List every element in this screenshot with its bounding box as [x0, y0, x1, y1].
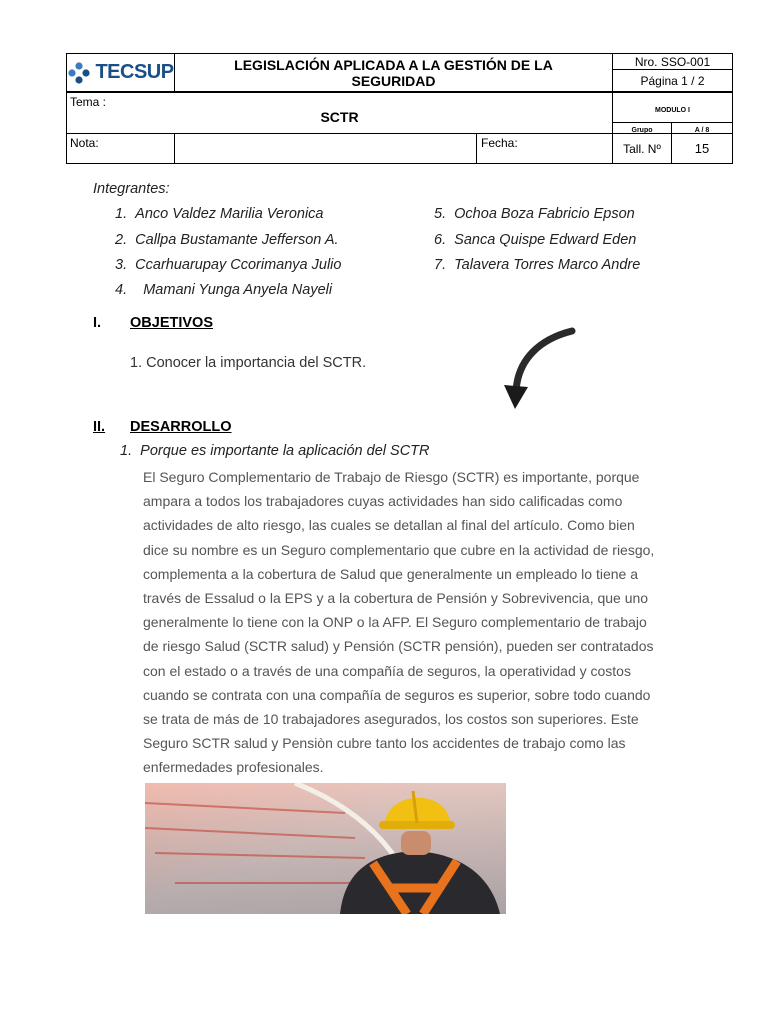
section-heading-desarrollo: DESARROLLO	[130, 419, 232, 435]
tall-label-cell	[612, 133, 672, 164]
member-name: Callpa Bustamante Jefferson A.	[135, 232, 339, 248]
member-name: Ccarhuarupay Ccorimanya Julio	[135, 257, 342, 273]
body-paragraph	[143, 465, 703, 780]
modulo-value: MODULO I	[655, 107, 690, 114]
logo-text: TECSUP	[95, 61, 174, 83]
member-number: 6.	[434, 232, 447, 248]
section-number: I.	[93, 315, 102, 331]
paragraph-line: actividades de alto riesgo, las cuales se detallan al final del artículo. Como bien	[143, 517, 635, 534]
paragraph-line: Seguro SCTR salud y Pensiòn cubre tanto los accidentes de trabajo como las	[143, 735, 626, 752]
nota-label: Nota:	[70, 136, 99, 150]
member-6	[434, 232, 636, 248]
member-number: 2.	[115, 232, 128, 248]
member-4	[115, 282, 332, 298]
paragraph-line: generalmente lo tiene con la ONP o la AFP. El Seguro complementario de trabajo	[143, 614, 647, 631]
member-number: 1.	[115, 206, 128, 222]
member-number: 3.	[115, 257, 128, 273]
header-title-cell	[174, 53, 613, 92]
member-name: Talavera Torres Marco Andre	[454, 257, 641, 273]
member-number: 5.	[434, 206, 447, 222]
nota-label-cell	[66, 133, 175, 164]
member-name: Anco Valdez Marilia Veronica	[135, 206, 324, 222]
tecsup-logo-icon	[67, 61, 91, 85]
section-heading-objetivos: OBJETIVOS	[130, 315, 213, 331]
fecha-label: Fecha:	[481, 136, 518, 150]
integrantes-label: Integrantes:	[93, 181, 170, 197]
objetivo-item: 1. Conocer la importancia del SCTR.	[130, 355, 367, 371]
tema-cell	[66, 92, 613, 134]
grupo-label: Grupo	[631, 127, 653, 134]
member-3	[115, 257, 341, 273]
paragraph-line: enfermedades profesionales.	[143, 759, 324, 776]
paragraph-line: complementa a la cobertura de Salud que generalmente un empleado lo tiene a	[143, 565, 638, 582]
member-1	[115, 206, 323, 222]
doc-number: Nro. SSO-001	[634, 55, 711, 69]
tall-label: Tall. Nº	[623, 142, 661, 156]
subsection-number: 1.	[120, 443, 133, 459]
section-number-desarrollo: II.	[93, 419, 106, 435]
member-5	[434, 206, 635, 222]
header-logo-cell	[66, 53, 175, 92]
member-7	[434, 257, 640, 273]
grupo-value: A / 8	[694, 127, 710, 134]
member-2	[115, 232, 339, 248]
tall-value: 15	[694, 141, 710, 156]
member-number: 7.	[434, 257, 447, 273]
subsection-title: Porque es importante la aplicación del SCTR	[140, 443, 430, 459]
paragraph-line: ampara a todos los trabajadores cuyas actividades han sido calificadas como	[143, 493, 623, 510]
page-number: Página 1 / 2	[640, 74, 705, 88]
paragraph-line: través de Essalud o la EPS y a la cobertura de Pensión y Sobrevivencia, que uno	[143, 590, 649, 607]
nota-value-cell[interactable]	[174, 133, 477, 164]
worker-safety-photo	[145, 783, 506, 914]
curved-arrow-icon	[490, 325, 580, 415]
modulo-cell	[612, 92, 733, 123]
document-title: LEGISLACIÓN APLICADA A LA GESTIÓN DE LA SEGURIDAD	[234, 56, 553, 89]
doc-number-cell	[612, 53, 733, 70]
paragraph-line: El Seguro Complementario de Trabajo de Riesgo (SCTR) es importante, porque	[143, 469, 640, 485]
tema-value: SCTR	[320, 109, 359, 125]
member-name: Sanca Quispe Edward Eden	[454, 232, 637, 248]
member-number: 4.	[115, 282, 128, 298]
paragraph-line: se trata de más de 10 trabajadores asegurados, los costos son superiores. Este	[143, 711, 639, 728]
paragraph-line: de riesgo Salud (SCTR salud) y Pensión (SCTR pensión), pueden ser contratados	[143, 638, 654, 655]
subsection-heading	[120, 443, 430, 459]
fecha-cell[interactable]	[476, 133, 613, 164]
paragraph-line: con el estado o a través de una compañía de seguros, la operatividad y costos	[143, 662, 631, 679]
paragraph-line: dice su nombre es un Seguro complementario que cubre en la actividad de riesgo,	[143, 541, 655, 558]
page-number-cell	[612, 69, 733, 92]
paragraph-line: cuando se contrata con una compañía de seguros es superior, sobre todo cuando	[143, 686, 651, 703]
tall-value-cell	[671, 133, 733, 164]
member-name: Ochoa Boza Fabricio Epson	[454, 206, 635, 222]
tema-label: Tema :	[70, 95, 107, 109]
member-name: Mamani Yunga Anyela Nayeli	[143, 282, 333, 298]
